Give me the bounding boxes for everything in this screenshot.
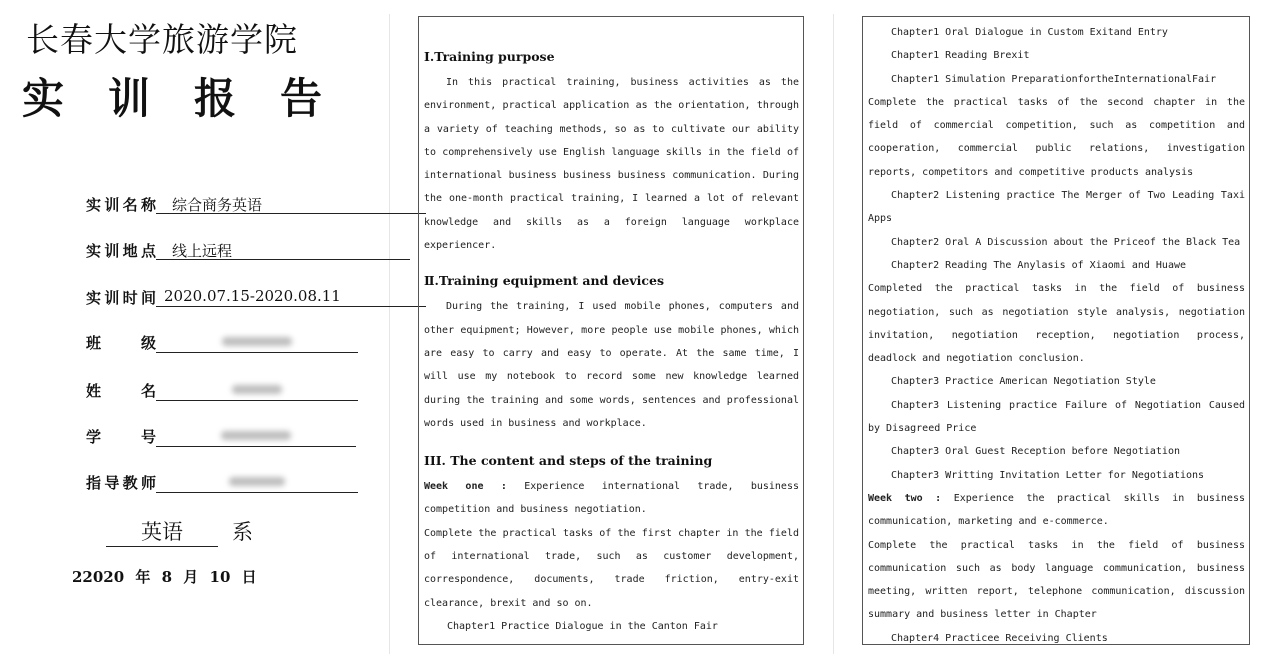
report-title-char: 实 (22, 74, 65, 123)
field-label: 学 号 (86, 428, 156, 446)
redacted-blur (229, 477, 285, 486)
paragraph: During the training, I used mobile phones, computers and other equipment; However, more people use mobile phones, which are easy to carry and easy to operate. At the same time, I will use my notebook to record some new knowledge learned during the training and some words, sentences and professional words used in business and workplace. (424, 301, 799, 429)
redacted-blur (232, 385, 282, 394)
page-divider-right (833, 14, 834, 654)
week-label: Week one : (424, 481, 507, 493)
paragraph: Completed the practical tasks in the field of business negotiation, such as negotiation style analysis, negotiation invitation, negotiation reception, negotiation process, deadlock and negotiation conclusion. (868, 283, 1245, 365)
field-label: 姓 名 (86, 382, 156, 400)
chapter-line: Chapter3 Writting Invitation Letter for Negotiations (891, 469, 1205, 481)
paragraph: In this practical training, business activities as the environment, practical application as the orientation, through a variety of teaching methods, so as to cultivate our ability to comprehensively use English language skills in the field of international business business business communication. During the one-month practical training, I learned a lot of relevant knowledge and skills as a foreign language workplace experiencer. (424, 77, 799, 252)
redacted-blur (222, 337, 292, 346)
week-text: Experience international trade, business competition and business negotiation. (424, 481, 799, 516)
section-heading: Ⅰ.Training purpose (424, 49, 555, 64)
department-name: 英语 (106, 516, 218, 547)
redacted-blur (221, 431, 291, 440)
field-value-redacted (156, 332, 358, 353)
chapter-line: Chapter1 Simulation PreparationfortheInternationalFair (891, 73, 1217, 85)
chapter-line: Chapter2 Oral A Discussion about the Priceof the Black Tea (891, 236, 1241, 248)
field-label: 班 级 (86, 334, 156, 352)
field-value: 综合商务英语 (156, 194, 426, 214)
field-value-redacted (156, 472, 358, 493)
field-value: 2020.07.15-2020.08.11 (156, 287, 426, 307)
report-title (22, 74, 322, 124)
week-text: Experience the practical skills in business communication, marketing and e-commerce. (868, 492, 1245, 528)
field-label: 指 导 教 师 (86, 474, 156, 492)
report-title-char: 告 (279, 74, 322, 123)
chapter-line: Chapter3 Practice American Negotiation Style (891, 376, 1156, 388)
field-value-redacted (156, 380, 358, 401)
report-page-2 (862, 16, 1250, 645)
week-label: Week two : (868, 492, 942, 504)
report-title-char: 报 (193, 74, 236, 123)
chapter-line-wrapped: Chapter2 Listening practice The Merger of Two Leading Taxi Apps (868, 190, 1245, 225)
chapter-line: Chapter4 Practicee Receiving Clients (891, 632, 1108, 644)
field-label: 实 训 时 间 (86, 289, 156, 307)
chapter-line: Chapter1 Oral Dialogue in Custom Exitand Entry (891, 27, 1168, 38)
school-name: 长春大学旅游学院 (26, 20, 298, 59)
cover-page (0, 0, 390, 667)
chapter-line-wrapped: Chapter3 Listening practice Failure of Negotiation Caused by Disagreed Price (868, 399, 1245, 435)
section-heading: Ⅱ.Training equipment and devices (424, 273, 664, 289)
department-suffix: 系 (232, 520, 253, 544)
department (106, 516, 253, 547)
report-title-char: 训 (107, 74, 150, 123)
report-date: 22020 年 8 月 10 日 (72, 568, 257, 586)
field-value: 线上远程 (156, 240, 410, 260)
field-label: 实 训 地 点 (86, 242, 156, 260)
paragraph: Complete the practical tasks in the field of business communication such as body language communication, business meeting, written report, telephone communication, discussion summary and business letter in Chapter (868, 539, 1245, 621)
chapter-line: Chapter3 Oral Guest Reception before Negotiation (891, 446, 1180, 458)
report-page-1 (418, 16, 804, 645)
chapter-line: Chapter2 Reading The Anylasis of Xiaomi and Huawe (891, 259, 1187, 271)
chapter-line: Chapter1 Practice Dialogue in the Canton Fair (447, 620, 718, 632)
field-label: 实 训 名 称 (86, 196, 156, 214)
paragraph: Complete the practical tasks of the second chapter in the field of commercial competition, such as competition and cooperation, commercial public relations, investigation reports, competitors and competitive products analysis (868, 96, 1245, 178)
paragraph: Complete the practical tasks of the first chapter in the field of international trade, such as customer development, correspondence, documents, trade friction, entry-exit clearance, brexit and so on. (424, 527, 799, 609)
section-heading: III. The content and steps of the training (424, 453, 713, 469)
field-value-redacted (156, 426, 356, 447)
week-paragraph (868, 487, 1245, 534)
chapter-line: Chapter1 Reading Brexit (891, 50, 1030, 62)
week-paragraph (424, 475, 799, 522)
